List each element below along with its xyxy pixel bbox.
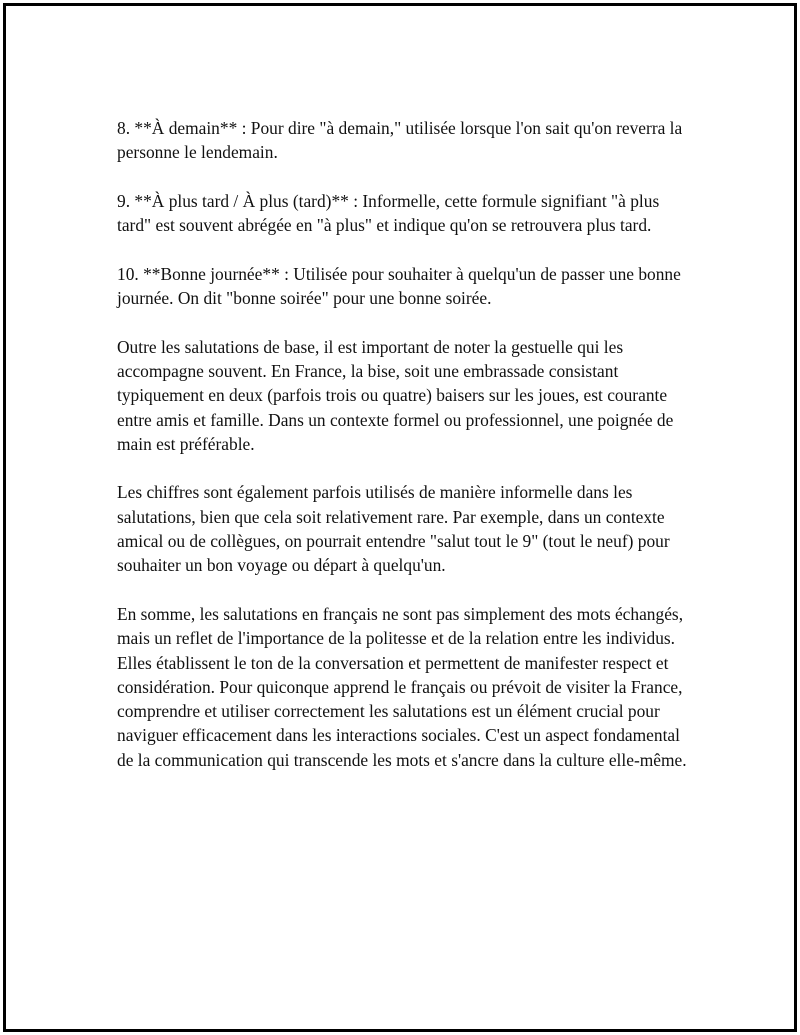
list-item-a-plus-tard: 9. **À plus tard / À plus (tard)** : Informelle, cette formule signifiant "à plus tard" est souvent abrégée en "à plus" et indique qu'on se retrouvera plus tard. [117,190,660,236]
document-body [117,116,687,796]
list-item-bonne-journee: 10. **Bonne journée** : Utilisée pour souhaiter à quelqu'un de passer une bonne journée. On dit "bonne soirée" pour une bonne soirée. [117,263,681,309]
paragraph-gestuelle: Outre les salutations de base, il est important de noter la gestuelle qui les accompagne souvent. En France, la bise, soit une embrassade consistant typiquement en deux (parfois trois ou quatre) baisers sur les joues, est courante entre amis et famille. Dans un contexte formel ou professionnel, une poignée de main est préférable. [117,336,674,454]
paragraph-conclusion: En somme, les salutations en français ne sont pas simplement des mots échangés, mais un reflet de l'importance de la politesse et de la relation entre les individus. Elles établissent le ton de la conversation et permettent de manifester respect et considération. Pour quiconque apprend le français ou prévoit de visiter la France, comprendre et utiliser correctement les salutations est un élément crucial pour naviguer efficacement dans les interactions sociales. C'est un aspect fondamental de la communication qui transcende les mots et s'ancre dans la culture elle-même. [117,603,687,770]
list-item-a-demain: 8. **À demain** : Pour dire "à demain," utilisée lorsque l'on sait qu'on reverra la personne le lendemain. [117,118,683,163]
paragraph-chiffres: Les chiffres sont également parfois utilisés de manière informelle dans les salutations, bien que cela soit relativement rare. Par exemple, dans un contexte amical ou de collègues, on pourrait entendre "salut tout le 9" (tout le neuf) pour souhaiter un bon voyage ou départ à quelqu'un. [117,482,670,576]
